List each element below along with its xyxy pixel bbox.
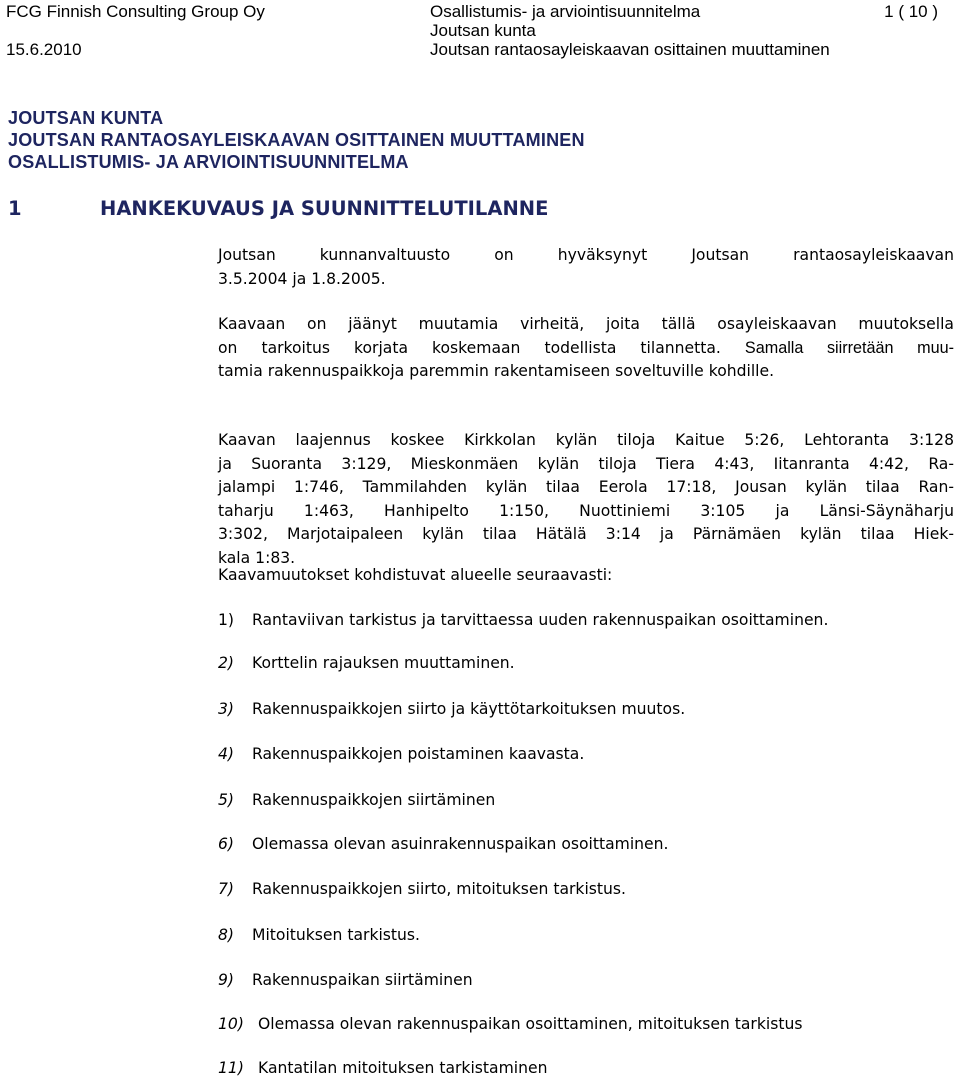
list-item-text: Rakennuspaikan siirtäminen bbox=[252, 971, 473, 989]
list-item-text: Korttelin rajauksen muuttaminen. bbox=[252, 654, 515, 672]
list-item-text: Rakennuspaikkojen siirtäminen bbox=[252, 791, 496, 809]
list-item bbox=[218, 789, 495, 811]
list-item-text: Olemassa olevan rakennuspaikan osoittaminen, mitoituksen tarkistus bbox=[258, 1015, 803, 1033]
list-item bbox=[218, 652, 515, 674]
paragraph-line: taharju 1:463, Hanhipelto 1:150, Nuottiniemi 3:105 ja Länsi-Säynäharju bbox=[218, 501, 954, 520]
list-item-number: 7) bbox=[218, 880, 235, 898]
list-item-number: 11) bbox=[218, 1059, 244, 1077]
list-item bbox=[218, 969, 473, 991]
list-item-text: Olemassa olevan asuinrakennuspaikan osoittaminen. bbox=[252, 835, 669, 853]
paragraph-approval bbox=[218, 244, 954, 291]
title-document-type: OSALLISTUMIS- JA ARVIOINTISUUNNITELMA bbox=[8, 152, 409, 172]
list-item bbox=[218, 743, 584, 765]
list-item-number: 10) bbox=[218, 1015, 244, 1033]
header-municipality: Joutsan kunta bbox=[430, 21, 536, 40]
list-item bbox=[218, 878, 626, 900]
header-date: 15.6.2010 bbox=[6, 40, 82, 59]
paragraph-fragment: on tarkoitus korjata koskemaan todellista tilannetta. bbox=[218, 338, 721, 357]
paragraph-line: Kaavan laajennus koskee Kirkkolan kylän tiloja Kaitue 5:26, Lehtoranta 3:128 bbox=[218, 431, 954, 449]
list-item bbox=[218, 1057, 547, 1079]
list-item-number: 1) bbox=[218, 611, 235, 629]
section-heading bbox=[8, 197, 548, 220]
paragraph-line: 3:302, Marjotaipaleen kylän tilaa Hätälä 3:14 ja Pärnämäen kylän tilaa Hiek- bbox=[218, 525, 954, 543]
list-item-text: Rantaviivan tarkistus ja tarvittaessa uuden rakennuspaikan osoittaminen. bbox=[252, 611, 829, 629]
section-number: 1 bbox=[8, 197, 22, 220]
paragraph-extension bbox=[218, 429, 954, 570]
list-item-text: Mitoituksen tarkistus. bbox=[252, 926, 421, 944]
list-item bbox=[218, 609, 828, 631]
title-plan-name: JOUTSAN RANTAOSAYLEISKAAVAN OSITTAINEN MUUTTAMINEN bbox=[8, 130, 585, 150]
header-company: FCG Finnish Consulting Group Oy bbox=[6, 2, 265, 21]
paragraph-fragment: Samalla siirretään muu- bbox=[744, 338, 954, 357]
list-item bbox=[218, 698, 685, 720]
list-item-text: Rakennuspaikkojen siirto, mitoituksen tarkistus. bbox=[252, 880, 626, 898]
list-item-number: 8) bbox=[218, 926, 235, 944]
section-title: HANKEKUVAUS JA SUUNNITTELUTILANNE bbox=[100, 197, 549, 220]
paragraph-line: tamia rakennuspaikkoja paremmin rakentamiseen soveltuville kohdille. bbox=[218, 362, 775, 380]
list-item-number: 6) bbox=[218, 835, 235, 853]
header-doc-type: Osallistumis- ja arviointisuunnitelma bbox=[430, 2, 701, 21]
list-item-text: Kantatilan mitoituksen tarkistaminen bbox=[258, 1059, 548, 1077]
paragraph-list-intro bbox=[218, 564, 954, 588]
list-item bbox=[218, 924, 420, 946]
title-municipality: JOUTSAN KUNTA bbox=[8, 108, 164, 128]
paragraph-line: Kaavamuutokset kohdistuvat alueelle seuraavasti: bbox=[218, 566, 613, 584]
list-item-text: Rakennuspaikkojen poistaminen kaavasta. bbox=[252, 745, 585, 763]
list-item-number: 4) bbox=[218, 745, 235, 763]
paragraph-corrections bbox=[218, 313, 954, 384]
paragraph-line: 3.5.2004 ja 1.8.2005. bbox=[218, 269, 386, 288]
paragraph-line: kala 1:83. bbox=[218, 548, 296, 567]
list-item-number: 9) bbox=[218, 971, 235, 989]
header-project: Joutsan rantaosayleiskaavan osittainen muuttaminen bbox=[430, 40, 830, 59]
list-item bbox=[218, 833, 669, 855]
header-page-number: 1 ( 10 ) bbox=[884, 2, 938, 21]
list-item-text: Rakennuspaikkojen siirto ja käyttötarkoituksen muutos. bbox=[252, 700, 686, 718]
list-item-number: 2) bbox=[218, 654, 235, 672]
paragraph-line: Joutsan kunnanvaltuusto on hyväksynyt Joutsan rantaosayleiskaavan bbox=[218, 246, 954, 264]
paragraph-line: Kaavaan on jäänyt muutamia virheitä, joita tällä osayleiskaavan muutoksella bbox=[218, 315, 954, 333]
paragraph-line: jalampi 1:746, Tammilahden kylän tilaa Eerola 17:18, Jousan kylän tilaa Ran- bbox=[218, 478, 954, 496]
list-item-number: 5) bbox=[218, 791, 235, 809]
list-item-number: 3) bbox=[218, 700, 235, 718]
paragraph-line bbox=[218, 337, 954, 361]
list-item bbox=[218, 1013, 802, 1035]
paragraph-line: ja Suoranta 3:129, Mieskonmäen kylän tiloja Tiera 4:43, Iitanranta 4:42, Ra- bbox=[218, 454, 954, 473]
